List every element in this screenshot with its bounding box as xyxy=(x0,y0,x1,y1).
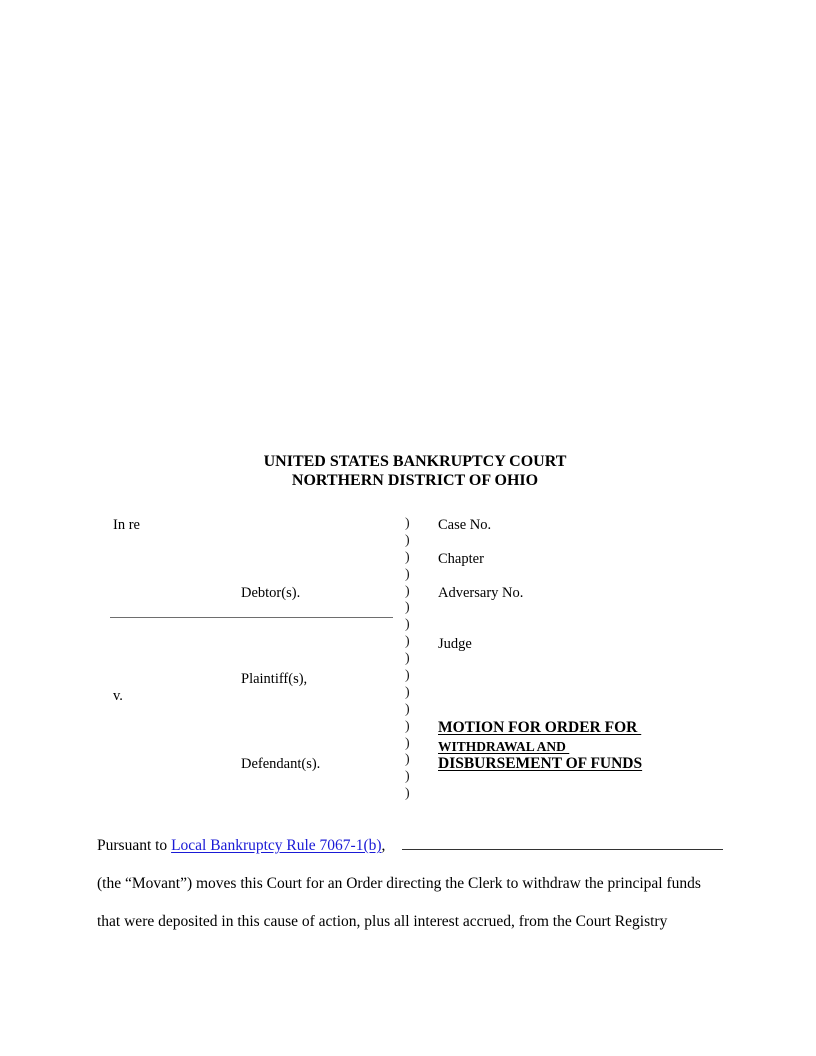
defendant-label: Defendant(s). xyxy=(241,756,321,772)
caption-separator: ) xyxy=(405,769,410,785)
in-re-label: In re xyxy=(113,517,140,533)
body-line-3: that were deposited in this cause of action, plus all interest accrued, from the Court Registry xyxy=(97,913,668,930)
motion-title-line-3: DISBURSEMENT OF FUNDS xyxy=(438,755,643,772)
caption-separator: ) xyxy=(405,735,410,751)
adversary-number-label: Adversary No. xyxy=(438,585,524,601)
caption-separator: ) xyxy=(405,516,410,531)
debtor-label: Debtor(s). xyxy=(241,585,301,601)
caption-separator: ) xyxy=(405,752,410,768)
caption-separator: ) xyxy=(405,549,410,565)
motion-title-line-2: WITHDRAWAL AND xyxy=(438,739,570,754)
court-district: NORTHERN DISTRICT OF OHIO xyxy=(291,472,539,489)
caption-separator: ) xyxy=(405,617,410,633)
caption-separator: ) xyxy=(405,701,410,717)
judge-label: Judge xyxy=(438,636,472,652)
caption-separator: ) xyxy=(405,600,410,616)
caption-separator: ) xyxy=(405,634,410,650)
caption-separator: ) xyxy=(405,651,410,667)
case-number-label: Case No. xyxy=(438,517,492,533)
caption-separator: ) xyxy=(405,786,410,802)
caption-divider xyxy=(110,617,393,618)
plaintiff-label: Plaintiff(s), xyxy=(241,671,308,687)
caption-separator: ) xyxy=(405,718,410,734)
caption-separator: ) xyxy=(405,583,410,599)
court-name: UNITED STATES BANKRUPTCY COURT xyxy=(263,453,567,470)
caption-separator: ) xyxy=(405,684,410,700)
body-line-2: (the “Movant”) moves this Court for an Order directing the Clerk to withdraw the principal funds xyxy=(97,875,701,892)
body-line-1-suffix: , xyxy=(381,837,386,854)
movant-name-blank[interactable] xyxy=(402,849,723,850)
versus-label: v. xyxy=(113,688,123,704)
caption-separator: ) xyxy=(405,532,410,548)
local-rule-link[interactable]: Local Bankruptcy Rule 7067-1(b) xyxy=(171,837,382,854)
motion-title-line-1: MOTION FOR ORDER FOR xyxy=(438,719,642,736)
body-line-1-prefix: Pursuant to xyxy=(97,837,172,854)
caption-separator-column xyxy=(405,516,415,803)
chapter-label: Chapter xyxy=(438,551,484,567)
body-line-1 xyxy=(97,836,385,855)
caption-separator: ) xyxy=(405,668,410,684)
caption-separator: ) xyxy=(405,566,410,582)
